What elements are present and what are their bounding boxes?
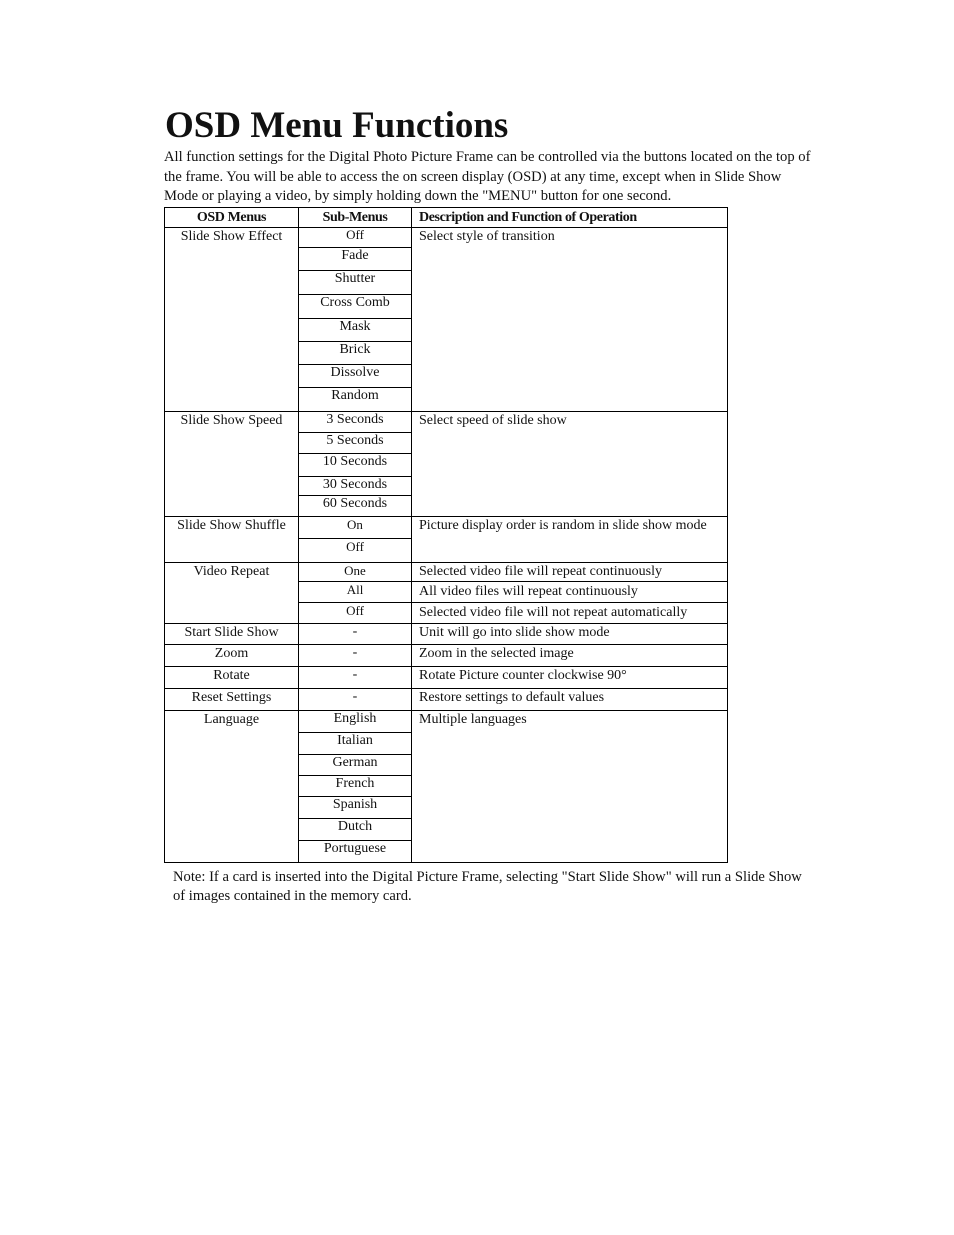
menu-video-repeat: Video Repeat xyxy=(165,563,299,624)
sub-menu-cell: Random xyxy=(299,388,412,412)
sub-menu-cell: On xyxy=(299,517,412,539)
table-row xyxy=(165,412,728,433)
page-title: OSD Menu Functions xyxy=(165,105,509,146)
sub-menu-cell: - xyxy=(299,624,412,645)
osd-menu-table xyxy=(164,207,728,863)
desc-slide-show-shuffle: Picture display order is random in slide show mode xyxy=(412,517,728,563)
menu-slide-show-effect: Slide Show Effect xyxy=(165,228,299,412)
sub-menu-cell: Shutter xyxy=(299,271,412,295)
sub-menu-cell: Cross Comb xyxy=(299,295,412,319)
desc-slide-show-effect: Select style of transition xyxy=(412,228,728,412)
desc-start-slide-show: Unit will go into slide show mode xyxy=(412,624,728,645)
sub-menu-cell: - xyxy=(299,689,412,711)
sub-menu-cell: One xyxy=(299,563,412,582)
sub-menu-cell: - xyxy=(299,667,412,689)
sub-menu-cell: Portuguese xyxy=(299,841,412,863)
sub-menu-cell: Off xyxy=(299,228,412,248)
table-row xyxy=(165,645,728,667)
desc-video-repeat-one: Selected video file will repeat continuously xyxy=(412,563,728,582)
sub-menu-cell: 3 Seconds xyxy=(299,412,412,433)
sub-menu-cell: Dissolve xyxy=(299,365,412,388)
sub-menu-cell: Off xyxy=(299,603,412,624)
sub-menu-cell: - xyxy=(299,645,412,667)
desc-slide-show-speed: Select speed of slide show xyxy=(412,412,728,517)
sub-menu-cell: All xyxy=(299,582,412,603)
desc-video-repeat-off: Selected video file will not repeat automatically xyxy=(412,603,728,624)
desc-zoom: Zoom in the selected image xyxy=(412,645,728,667)
menu-slide-show-shuffle: Slide Show Shuffle xyxy=(165,517,299,563)
sub-menu-cell: Fade xyxy=(299,248,412,271)
sub-menu-cell: Brick xyxy=(299,342,412,365)
table-row xyxy=(165,624,728,645)
note-paragraph: Note: If a card is inserted into the Digital Picture Frame, selecting "Start Slide Show" will run a Slide Show of images contained in the memory card. xyxy=(173,869,802,904)
table-row xyxy=(165,711,728,733)
sub-menu-cell: 60 Seconds xyxy=(299,496,412,517)
column-header-sub-menus: Sub-Menus xyxy=(299,208,412,228)
sub-menu-cell: 5 Seconds xyxy=(299,433,412,454)
table-row xyxy=(165,228,728,248)
desc-rotate: Rotate Picture counter clockwise 90° xyxy=(412,667,728,689)
sub-menu-cell: English xyxy=(299,711,412,733)
sub-menu-cell: German xyxy=(299,755,412,776)
table-row xyxy=(165,667,728,689)
menu-reset-settings: Reset Settings xyxy=(165,689,299,711)
sub-menu-cell: Mask xyxy=(299,319,412,342)
menu-zoom: Zoom xyxy=(165,645,299,667)
intro-paragraph: All function settings for the Digital Photo Picture Frame can be controlled via the buttons located on the top of the frame. You will be able to access the on screen display (OSD) at any time, except when in Slide Show Mode or playing a video, by simply holding down the "MENU" button for one second. xyxy=(164,149,811,204)
table-row xyxy=(165,563,728,582)
column-header-osd-menus: OSD Menus xyxy=(165,208,299,228)
column-header-description: Description and Function of Operation xyxy=(412,208,728,228)
sub-menu-cell: 30 Seconds xyxy=(299,477,412,496)
table-row xyxy=(165,517,728,539)
desc-reset-settings: Restore settings to default values xyxy=(412,689,728,711)
menu-language: Language xyxy=(165,711,299,863)
desc-video-repeat-all: All video files will repeat continuously xyxy=(412,582,728,603)
sub-menu-cell: Spanish xyxy=(299,797,412,819)
menu-start-slide-show: Start Slide Show xyxy=(165,624,299,645)
sub-menu-cell: 10 Seconds xyxy=(299,454,412,477)
sub-menu-cell: Dutch xyxy=(299,819,412,841)
table-row xyxy=(165,689,728,711)
menu-rotate: Rotate xyxy=(165,667,299,689)
desc-language: Multiple languages xyxy=(412,711,728,863)
menu-slide-show-speed: Slide Show Speed xyxy=(165,412,299,517)
table-header-row xyxy=(165,208,728,228)
sub-menu-cell: French xyxy=(299,776,412,797)
sub-menu-cell: Italian xyxy=(299,733,412,755)
sub-menu-cell: Off xyxy=(299,539,412,563)
